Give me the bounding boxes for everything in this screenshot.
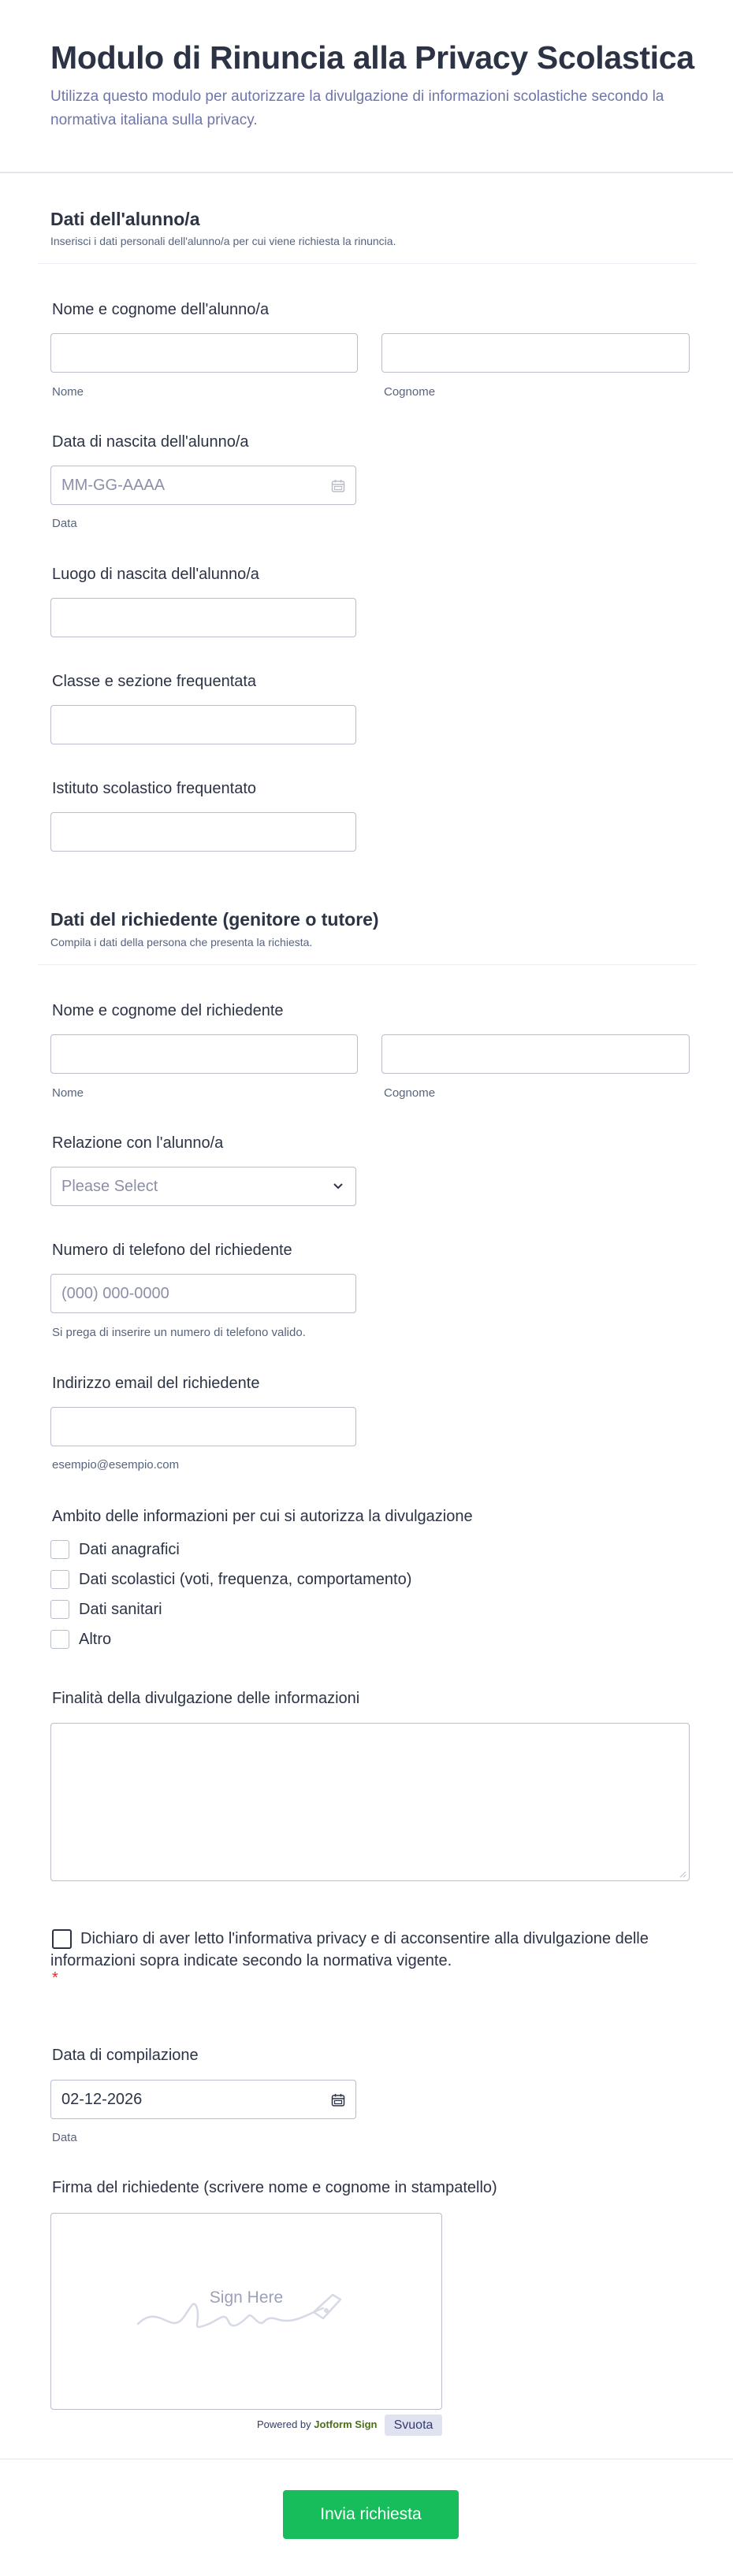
student-class-input[interactable]	[50, 705, 356, 744]
student-birthdate-sublabel: Data	[52, 517, 77, 530]
phone-input[interactable]	[50, 1274, 356, 1313]
phone-label: Numero di telefono del richiedente	[52, 1242, 292, 1259]
signature-placeholder: Sign Here	[209, 2288, 284, 2307]
page-title: Modulo di Rinuncia alla Privacy Scolastica	[50, 39, 694, 76]
section-subtitle-requester: Compila i dati della persona che presenta la richiesta.	[50, 936, 313, 948]
student-school-label: Istituto scolastico frequentato	[52, 780, 257, 797]
required-asterisk: *	[52, 1969, 58, 1987]
email-label: Indirizzo email del richiedente	[52, 1375, 260, 1392]
phone-sublabel: Si prega di inserire un numero di telefono valido.	[52, 1326, 306, 1339]
fill-date-label: Data di compilazione	[52, 2047, 199, 2064]
student-birthdate-input[interactable]	[50, 466, 356, 505]
student-last-name-input[interactable]	[381, 333, 690, 373]
student-birthplace-input[interactable]	[50, 598, 356, 637]
scope-option-label: Dati scolastici (voti, frequenza, comportamento)	[79, 1571, 412, 1588]
section-title-student: Dati dell'alunno/a	[50, 209, 200, 229]
scope-checkbox[interactable]	[50, 1540, 69, 1559]
scope-checkbox[interactable]	[50, 1630, 69, 1649]
scope-checkbox[interactable]	[50, 1570, 69, 1589]
fill-date-value: 02-12-2026	[61, 2091, 143, 2108]
scope-label: Ambito delle informazioni per cui si autorizza la divulgazione	[52, 1508, 473, 1525]
signature-label: Firma del richiedente (scrivere nome e cognome in stampatello)	[52, 2179, 497, 2196]
requester-name-label: Nome e cognome del richiedente	[52, 1002, 284, 1019]
powered-prefix: Powered by	[257, 2418, 311, 2430]
purpose-label: Finalità della divulgazione delle informazioni	[52, 1690, 360, 1707]
powered-brand: Jotform Sign	[314, 2418, 378, 2430]
section-subtitle-student: Inserisci i dati personali dell'alunno/a per cui viene richiesta la rinuncia.	[50, 235, 396, 247]
section-divider	[38, 263, 697, 264]
signature-scribble-icon	[134, 2288, 363, 2336]
student-class-label: Classe e sezione frequentata	[52, 673, 257, 690]
resize-handle-icon[interactable]	[679, 1870, 686, 1878]
student-birthplace-label: Luogo di nascita dell'alunno/a	[52, 566, 259, 583]
chevron-down-icon	[333, 1182, 344, 1190]
consent-text: Dichiaro di aver letto l'informativa privacy e di acconsentire alla divulgazione delle informazioni sopra indicate secondo la normativa vigente.	[50, 1930, 649, 1969]
scope-option-label: Dati anagrafici	[79, 1541, 180, 1558]
relation-select-placeholder: Please Select	[61, 1178, 158, 1195]
calendar-icon[interactable]	[330, 478, 346, 494]
student-birthdate-label: Data di nascita dell'alunno/a	[52, 433, 249, 451]
requester-last-name-input[interactable]	[381, 1034, 690, 1074]
header-divider	[0, 172, 733, 173]
scope-checkbox[interactable]	[50, 1600, 69, 1619]
calendar-icon[interactable]	[330, 2092, 346, 2108]
student-first-name-input[interactable]	[50, 333, 358, 373]
requester-last-name-sublabel: Cognome	[384, 1086, 436, 1100]
student-school-input[interactable]	[50, 812, 356, 852]
fill-date-sublabel: Data	[52, 2131, 77, 2144]
relation-label: Relazione con l'alunno/a	[52, 1134, 224, 1152]
fill-date-input[interactable]	[50, 2080, 356, 2119]
student-birthdate-placeholder: MM-GG-AAAA	[61, 477, 166, 494]
submit-button[interactable]: Invia richiesta	[283, 2490, 459, 2539]
email-sublabel: esempio@esempio.com	[52, 1458, 180, 1472]
scope-option-label: Altro	[79, 1631, 112, 1648]
student-first-name-sublabel: Nome	[52, 385, 84, 399]
section-divider	[38, 964, 697, 965]
email-input[interactable]	[50, 1407, 356, 1446]
student-last-name-sublabel: Cognome	[384, 385, 436, 399]
student-name-label: Nome e cognome dell'alunno/a	[52, 301, 270, 318]
phone-placeholder: (000) 000-0000	[61, 1285, 169, 1302]
scope-option-label: Dati sanitari	[79, 1601, 162, 1618]
page-subtitle: Utilizza questo modulo per autorizzare la divulgazione di informazioni scolastiche secondo la normativa italiana sulla privacy.	[50, 88, 664, 128]
section-title-requester: Dati del richiedente (genitore o tutore)	[50, 909, 379, 930]
requester-first-name-input[interactable]	[50, 1034, 358, 1074]
purpose-textarea[interactable]	[50, 1723, 690, 1881]
powered-by-text	[257, 2418, 377, 2430]
clear-signature-button[interactable]: Svuota	[385, 2415, 442, 2436]
relation-select[interactable]	[50, 1167, 356, 1206]
signature-pad[interactable]	[50, 2213, 442, 2410]
requester-first-name-sublabel: Nome	[52, 1086, 84, 1100]
